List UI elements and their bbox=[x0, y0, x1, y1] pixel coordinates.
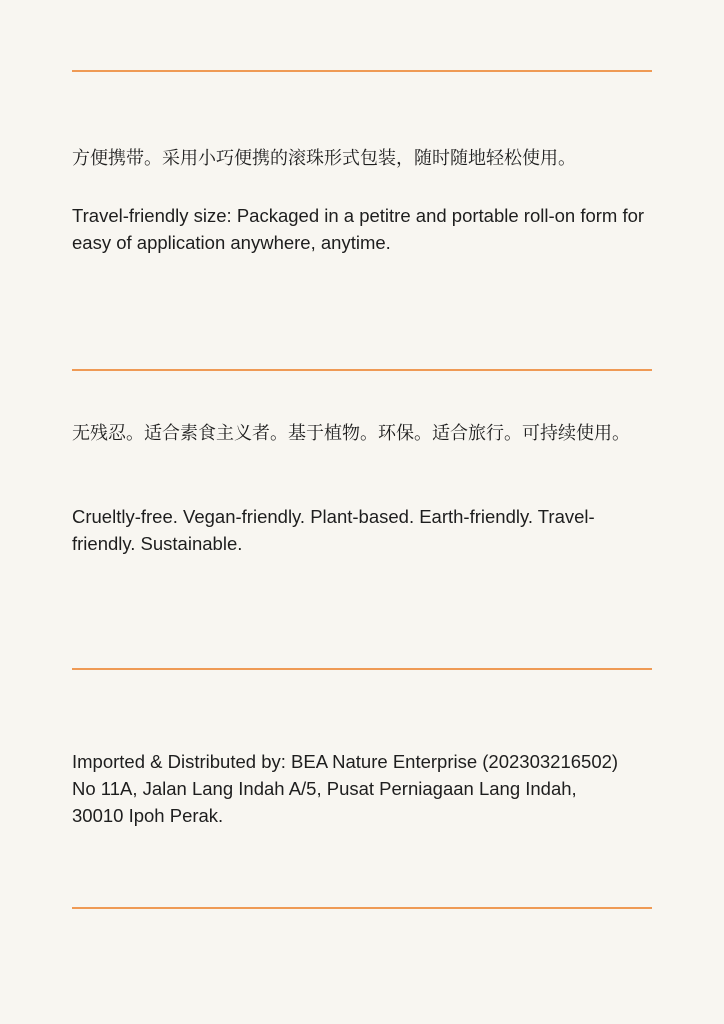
importer-line-3: 30010 Ipoh Perak. bbox=[72, 805, 224, 826]
divider-3 bbox=[72, 668, 652, 670]
section2-english-text: Crueltly-free. Vegan-friendly. Plant-based. Earth-friendly. Travel-friendly. Sustainable. bbox=[72, 506, 595, 554]
importer-line-1: Imported & Distributed by: BEA Nature Enterprise (202303216502) bbox=[72, 751, 619, 772]
divider-2 bbox=[72, 369, 652, 371]
importer-line-2: No 11A, Jalan Lang Indah A/5, Pusat Perniagaan Lang Indah, bbox=[72, 778, 577, 799]
divider-bottom bbox=[72, 907, 652, 909]
importer-address bbox=[72, 748, 652, 829]
section1-english-text: Travel-friendly size: Packaged in a petitre and portable roll-on form for easy of application anywhere, anytime. bbox=[72, 205, 645, 253]
divider-top bbox=[72, 70, 652, 72]
section2-chinese-text: 无残忍。适合素食主义者。基于植物。环保。适合旅行。可持续使用。 bbox=[72, 423, 630, 444]
section1-chinese-text: 方便携带。采用小巧便携的滚珠形式包装，随时随地轻松使用。 bbox=[72, 148, 576, 169]
